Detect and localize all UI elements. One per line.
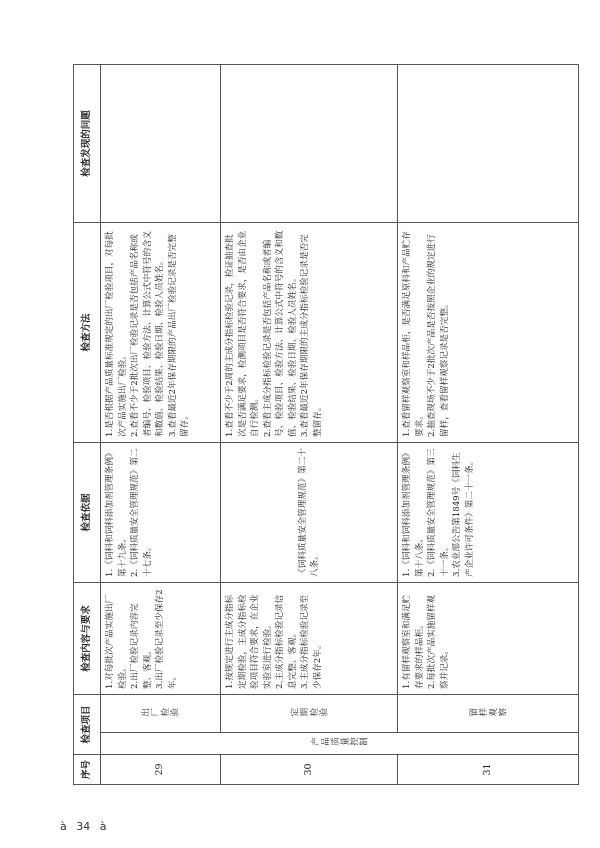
table-header-row [74, 64, 101, 784]
table-row [101, 64, 221, 784]
item-label: 留样观察 [468, 708, 508, 719]
header-item: 检查项目 [74, 694, 101, 754]
method-cell: 1.是否根据产品质量标准规定的出厂检验项目，对每批次产品实施出厂检验。 2.查看不少于2批次出厂检验记录是否包括产品名称或者编号、检验项目、检验方法、计算公式中符号的含义和数值、检验结果、检验日期、检验人员姓名。 3.查看最近2年保存期限的产品出厂检验记录是否完整留存。 [101, 222, 221, 442]
inspection-table [73, 64, 579, 785]
footer-right-mark: à [99, 820, 107, 833]
row-seq: 31 [398, 755, 579, 785]
rotated-page [73, 65, 573, 785]
category-label: 产品质量控制 [310, 737, 369, 748]
footer-left-mark: à [60, 820, 67, 833]
category-cell [101, 733, 579, 755]
header-content: 检查内容与要求 [74, 582, 101, 694]
page-number: 34 [76, 820, 91, 833]
row-seq: 29 [101, 755, 221, 785]
page-footer [60, 820, 113, 833]
item-label: 出厂检验 [141, 708, 180, 719]
table-row [221, 64, 398, 784]
basis-cell: 《饲料质量安全管理规范》第二十八条。 [221, 442, 398, 582]
issues-cell[interactable] [398, 64, 579, 222]
content-cell: 1.有留样观察室和满足贮存要求的样品柜。 2.每批次产品实施留样观察并记录。 [398, 582, 579, 694]
header-method: 检查方法 [74, 222, 101, 442]
table-row [398, 64, 579, 784]
item-label: 定期检验 [289, 708, 329, 719]
header-issues: 检查发现的问题 [74, 64, 101, 222]
method-cell: 1.查看不少于2周的主成分指标检验记录，检证抽查批次是否满足要求，检测项目是否符合要求，是否由企业自行检测。 2.查看主成分指标检验记录是否包括产品名称或者编号、检验项目、检验方法、计算公式中符号的含义和数值、检验结果、检验日期、检验人员姓名。 3.查看最近2年保存期限的主成分指标检验记录是否完整留存。 [221, 222, 398, 442]
method-cell: 1.查看留样观察室和样品柜，是否满足原料和产品贮存要求。 2.抽查现场不少于2批次产品是否按照企业的规定进行留样，查看留样观察记录是否完整。 [398, 222, 579, 442]
row-seq: 30 [221, 755, 398, 785]
item-cell [221, 694, 398, 732]
content-cell: 1.对每批次产品实施出厂检验。 2.出厂检验记录内容完整、客观。 3.出厂检验记录至少保存2年。 [101, 582, 221, 694]
header-seq: 序号 [74, 755, 101, 785]
basis-cell: 1.《饲料和饲料添加剂管理条例》第十九条。 2.《饲料质量安全管理规范》第二十七条。 [101, 442, 221, 582]
item-cell [398, 694, 579, 732]
header-basis: 检查依据 [74, 442, 101, 582]
item-cell [101, 694, 221, 732]
issues-cell[interactable] [101, 64, 221, 222]
content-cell: 1.按规定进行主成分指标定期检验，主成分指标检验项目符合要求，在企业实验室进行检验。 2.主成分指标检验记录信息完整、客观。 3.主成分指标检验记录至少保存2年。 [221, 582, 398, 694]
issues-cell[interactable] [221, 64, 398, 222]
basis-cell: 1.《饲料和饲料添加剂管理条例》第十八条。 2.《饲料质量安全管理规范》第三十一条。 3.农业部公告第1849号《饲料生产企业许可条件》第二十一条。 [398, 442, 579, 582]
